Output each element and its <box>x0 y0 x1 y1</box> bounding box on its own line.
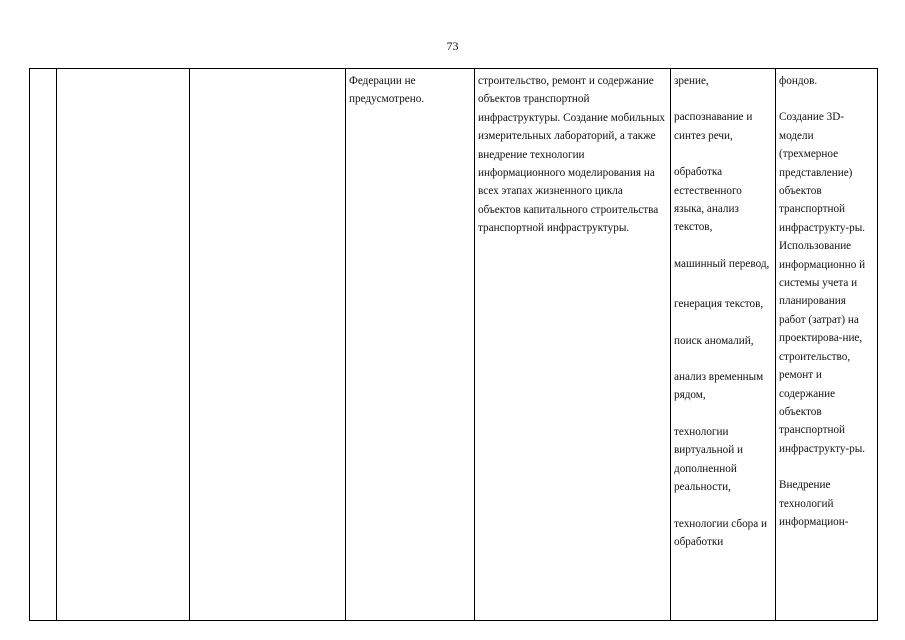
list-item: анализ временным рядом, <box>674 371 764 402</box>
table-cell-col2 <box>57 69 190 621</box>
list-item: поиск аномалий, <box>674 334 754 347</box>
list-item: обработка естественного языка, анализ текстов, <box>674 166 742 234</box>
list-item: Создание 3D-модели (трехмерное представление) объектов транспортной инфраструкту-ры. <box>779 111 866 234</box>
page-number: 73 <box>446 39 459 53</box>
list-item: генерация текстов, <box>674 298 764 311</box>
list-item: фондов. <box>779 75 818 87</box>
list-item: зрение, <box>674 75 709 87</box>
table-cell-col1 <box>30 69 57 621</box>
table-cell-col7 <box>776 69 878 621</box>
cell-text: строительство, ремонт и содержание объектов транспортной инфраструктуры. Создание мобильных измерительных лабораторий, а также внедрение технологии информационного моделирования на всех этапах жизненного цикла объектов капитального строительства транспортной инфраструктуры. <box>478 75 665 235</box>
list-item: технологии сбора и обработки <box>674 517 768 548</box>
document-table <box>29 68 878 621</box>
table-row <box>30 69 878 621</box>
cell-text: Федерации не предусмотрено. <box>349 75 425 106</box>
list-item: технологии виртуальной и дополненной реальности, <box>674 425 744 494</box>
table-cell-col3 <box>190 69 346 621</box>
table-cell-col6 <box>671 69 776 621</box>
list-item: распознавание и синтез речи, <box>674 111 753 142</box>
table-cell-col5 <box>475 69 671 621</box>
list-item: Использование информационно й системы учета и планирования работ (затрат) на проектирова-ние, строительство, ремонт и содержание объектов транспортной инфраструкту-ры. <box>779 240 866 455</box>
list-item: машинный перевод, <box>674 257 770 270</box>
table-cell-col4 <box>346 69 475 621</box>
list-item: Внедрение технологий информацион- <box>779 479 849 528</box>
